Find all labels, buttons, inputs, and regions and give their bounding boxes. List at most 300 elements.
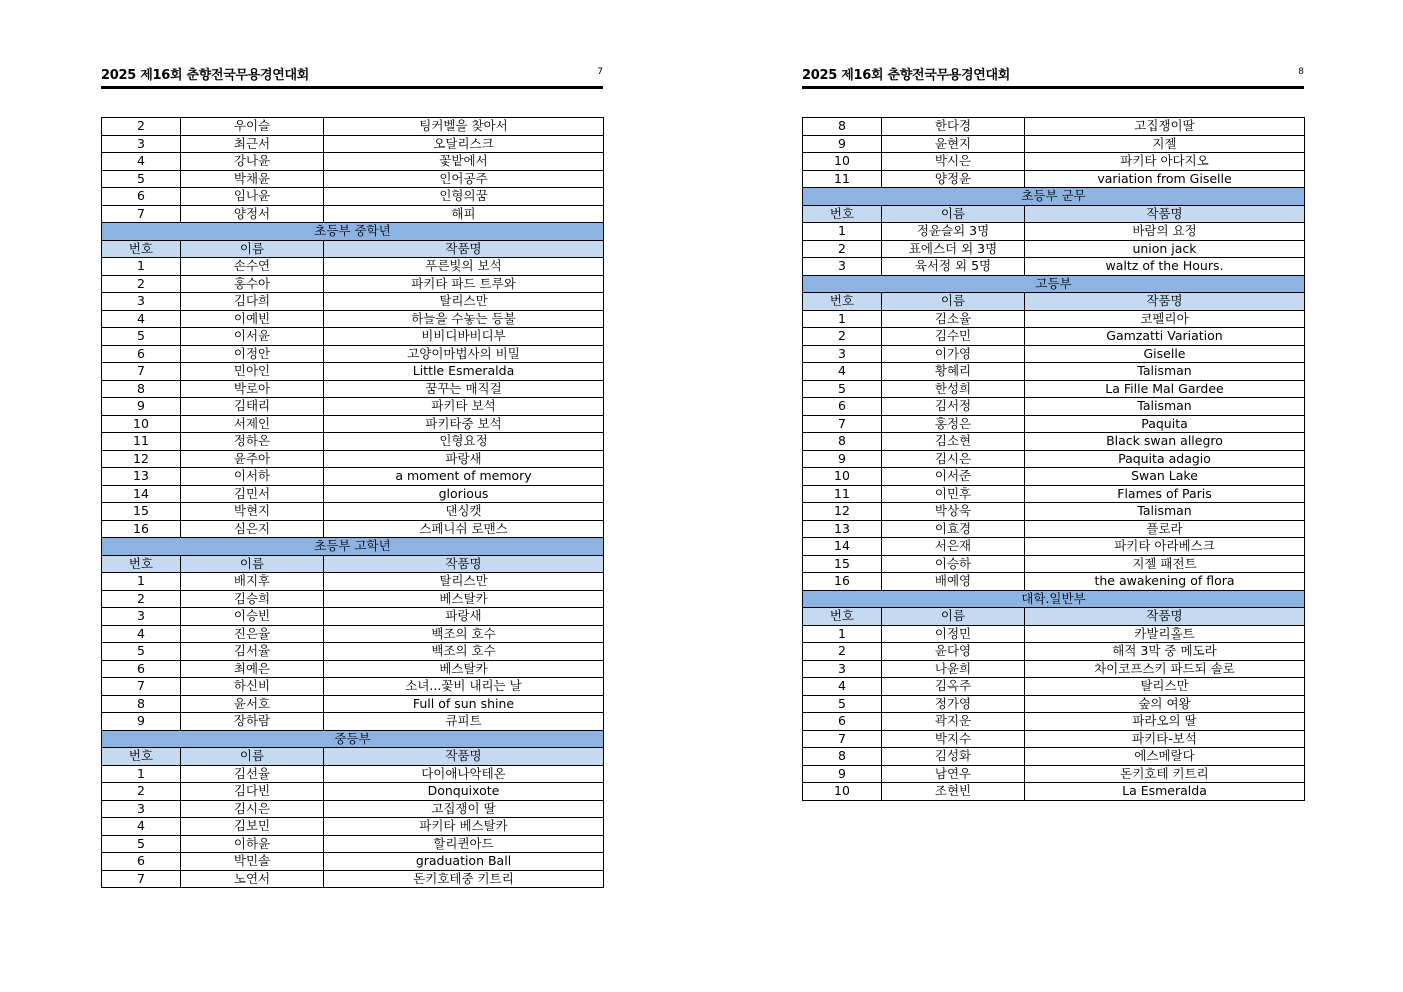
work-title-cell: 큐피트 — [324, 713, 604, 731]
table-row — [102, 520, 604, 538]
column-header-row — [102, 748, 604, 766]
work-title-cell: 꿈꾸는 매직걸 — [324, 380, 604, 398]
name-cell: 김보민 — [181, 818, 324, 836]
name-cell: 이효경 — [882, 520, 1025, 538]
work-title-cell: Little Esmeralda — [324, 363, 604, 381]
page-number: 7 — [597, 67, 603, 77]
number-cell: 6 — [102, 660, 181, 678]
table-row — [803, 328, 1305, 346]
number-cell: 5 — [102, 170, 181, 188]
work-title-cell: Paquita adagio — [1025, 450, 1305, 468]
work-title-cell: graduation Ball — [324, 853, 604, 871]
work-title-cell: 인어공주 — [324, 170, 604, 188]
column-header: 이름 — [882, 608, 1025, 626]
number-cell: 3 — [102, 135, 181, 153]
column-header-row — [803, 293, 1305, 311]
entries-table — [802, 117, 1305, 801]
table-row — [803, 310, 1305, 328]
work-title-cell: 파랑새 — [324, 450, 604, 468]
number-cell: 4 — [102, 153, 181, 171]
work-title-cell: 고양이마법사의 비밀 — [324, 345, 604, 363]
work-title-cell: 파키타중 보석 — [324, 415, 604, 433]
header-title: 2025 제16회 춘향전국무용경연대회 — [101, 68, 310, 83]
name-cell: 이민후 — [882, 485, 1025, 503]
table-row — [803, 678, 1305, 696]
table-row — [102, 765, 604, 783]
work-title-cell: Gamzatti Variation — [1025, 328, 1305, 346]
name-cell: 양정윤 — [882, 170, 1025, 188]
number-cell: 11 — [803, 170, 882, 188]
name-cell: 나윤희 — [882, 660, 1025, 678]
column-header: 작품명 — [1025, 608, 1305, 626]
name-cell: 남연우 — [882, 765, 1025, 783]
table-row — [803, 240, 1305, 258]
name-cell: 김민서 — [181, 485, 324, 503]
number-cell: 8 — [102, 380, 181, 398]
table-row — [102, 380, 604, 398]
work-title-cell: 돈키호테중 키트리 — [324, 870, 604, 888]
number-cell: 12 — [102, 450, 181, 468]
number-cell: 5 — [102, 835, 181, 853]
column-header: 이름 — [882, 205, 1025, 223]
header-title: 2025 제16회 춘향전국무용경연대회 — [802, 68, 1011, 83]
name-cell: 박시은 — [882, 153, 1025, 171]
name-cell: 이정민 — [882, 625, 1025, 643]
number-cell: 14 — [803, 538, 882, 556]
number-cell: 8 — [803, 748, 882, 766]
number-cell: 3 — [102, 608, 181, 626]
name-cell: 임나윤 — [181, 188, 324, 206]
table-row — [102, 205, 604, 223]
name-cell: 박민솔 — [181, 853, 324, 871]
number-cell: 10 — [803, 153, 882, 171]
work-title-cell: 꽃밭에서 — [324, 153, 604, 171]
name-cell: 윤주아 — [181, 450, 324, 468]
number-cell: 11 — [803, 485, 882, 503]
table-row — [803, 468, 1305, 486]
number-cell: 3 — [803, 258, 882, 276]
table-row — [102, 118, 604, 136]
number-cell: 5 — [803, 695, 882, 713]
table-row — [102, 503, 604, 521]
name-cell: 배예영 — [882, 573, 1025, 591]
number-cell: 8 — [102, 695, 181, 713]
work-title-cell: 돈키호테 키트리 — [1025, 765, 1305, 783]
table-row — [102, 363, 604, 381]
number-cell: 1 — [102, 258, 181, 276]
name-cell: 서은재 — [882, 538, 1025, 556]
name-cell: 박상욱 — [882, 503, 1025, 521]
table-row — [803, 170, 1305, 188]
table-row — [803, 415, 1305, 433]
number-cell: 5 — [102, 643, 181, 661]
table-row — [102, 590, 604, 608]
page-number: 8 — [1298, 67, 1304, 77]
table-row — [803, 765, 1305, 783]
table-row — [102, 573, 604, 591]
page-header — [101, 62, 603, 84]
work-title-cell: 파키타 파드 트루와 — [324, 275, 604, 293]
name-cell: 윤현지 — [882, 135, 1025, 153]
name-cell: 김승희 — [181, 590, 324, 608]
number-cell: 6 — [102, 345, 181, 363]
number-cell: 6 — [102, 188, 181, 206]
number-cell: 2 — [102, 275, 181, 293]
number-cell: 3 — [803, 660, 882, 678]
column-header: 번호 — [102, 555, 181, 573]
work-title-cell: 베스탈카 — [324, 660, 604, 678]
name-cell: 서제인 — [181, 415, 324, 433]
table-row — [102, 853, 604, 871]
work-title-cell: 백조의 호수 — [324, 643, 604, 661]
name-cell: 이승빈 — [181, 608, 324, 626]
work-title-cell: 코펠리아 — [1025, 310, 1305, 328]
name-cell: 한다경 — [882, 118, 1025, 136]
work-title-cell: waltz of the Hours. — [1025, 258, 1305, 276]
name-cell: 진은율 — [181, 625, 324, 643]
column-header: 작품명 — [324, 555, 604, 573]
name-cell: 최근서 — [181, 135, 324, 153]
name-cell: 김서정 — [882, 398, 1025, 416]
work-title-cell: Donquixote — [324, 783, 604, 801]
work-title-cell: 인형의꿈 — [324, 188, 604, 206]
number-cell: 4 — [803, 678, 882, 696]
table-row — [803, 223, 1305, 241]
name-cell: 우이슬 — [181, 118, 324, 136]
number-cell: 4 — [102, 310, 181, 328]
section-header-row — [803, 275, 1305, 293]
work-title-cell: Paquita — [1025, 415, 1305, 433]
work-title-cell: union jack — [1025, 240, 1305, 258]
table-row — [102, 310, 604, 328]
work-title-cell: 파라오의 딸 — [1025, 713, 1305, 731]
name-cell: 최예은 — [181, 660, 324, 678]
name-cell: 김시은 — [181, 800, 324, 818]
number-cell: 7 — [102, 870, 181, 888]
name-cell: 윤서호 — [181, 695, 324, 713]
name-cell: 박현지 — [181, 503, 324, 521]
work-title-cell: a moment of memory — [324, 468, 604, 486]
table-row — [102, 713, 604, 731]
name-cell: 육서정 외 5명 — [882, 258, 1025, 276]
number-cell: 4 — [102, 818, 181, 836]
name-cell: 김다빈 — [181, 783, 324, 801]
name-cell: 김다희 — [181, 293, 324, 311]
number-cell: 5 — [803, 380, 882, 398]
work-title-cell: 댄싱캣 — [324, 503, 604, 521]
work-title-cell: 지젤 패전트 — [1025, 555, 1305, 573]
table-row — [803, 345, 1305, 363]
work-title-cell: 파키타-보석 — [1025, 730, 1305, 748]
work-title-cell: La Fille Mal Gardee — [1025, 380, 1305, 398]
table-row — [803, 625, 1305, 643]
number-cell: 5 — [102, 328, 181, 346]
table-row — [102, 818, 604, 836]
table-row — [102, 835, 604, 853]
name-cell: 노연서 — [181, 870, 324, 888]
name-cell: 조현빈 — [882, 783, 1025, 801]
table-row — [803, 503, 1305, 521]
table-row — [102, 415, 604, 433]
number-cell: 13 — [102, 468, 181, 486]
section-header-row — [803, 590, 1305, 608]
column-header: 작품명 — [1025, 293, 1305, 311]
number-cell: 7 — [803, 730, 882, 748]
work-title-cell: 백조의 호수 — [324, 625, 604, 643]
work-title-cell: 탈리스만 — [324, 573, 604, 591]
section-header-row — [803, 188, 1305, 206]
number-cell: 15 — [803, 555, 882, 573]
table-row — [102, 608, 604, 626]
work-title-cell: 탈리스만 — [1025, 678, 1305, 696]
name-cell: 이정안 — [181, 345, 324, 363]
name-cell: 김선율 — [181, 765, 324, 783]
table-row — [803, 380, 1305, 398]
work-title-cell: 할리퀸아드 — [324, 835, 604, 853]
section-title: 초등부 군무 — [803, 188, 1305, 206]
work-title-cell: 다이애나악테온 — [324, 765, 604, 783]
table-row — [102, 643, 604, 661]
name-cell: 정윤슬외 3명 — [882, 223, 1025, 241]
number-cell: 7 — [803, 415, 882, 433]
table-row — [102, 170, 604, 188]
table-row — [102, 800, 604, 818]
work-title-cell: Talisman — [1025, 398, 1305, 416]
name-cell: 이서윤 — [181, 328, 324, 346]
table-row — [803, 398, 1305, 416]
entries-table — [101, 117, 604, 888]
number-cell: 3 — [803, 345, 882, 363]
name-cell: 양정서 — [181, 205, 324, 223]
work-title-cell: 숲의 여왕 — [1025, 695, 1305, 713]
table-row — [803, 538, 1305, 556]
number-cell: 6 — [102, 853, 181, 871]
table-row — [803, 485, 1305, 503]
table-row — [102, 783, 604, 801]
table-row — [102, 678, 604, 696]
work-title-cell: 소녀...꽃비 내리는 날 — [324, 678, 604, 696]
number-cell: 9 — [102, 398, 181, 416]
number-cell: 10 — [803, 468, 882, 486]
number-cell: 2 — [803, 240, 882, 258]
column-header: 번호 — [803, 608, 882, 626]
table-row — [803, 520, 1305, 538]
number-cell: 4 — [102, 625, 181, 643]
table-row — [102, 328, 604, 346]
number-cell: 14 — [102, 485, 181, 503]
work-title-cell: Talisman — [1025, 363, 1305, 381]
number-cell: 10 — [102, 415, 181, 433]
column-header: 번호 — [102, 748, 181, 766]
name-cell: 이서하 — [181, 468, 324, 486]
table-row — [803, 450, 1305, 468]
name-cell: 이하윤 — [181, 835, 324, 853]
table-row — [803, 153, 1305, 171]
table-row — [102, 660, 604, 678]
section-header-row — [102, 223, 604, 241]
number-cell: 4 — [803, 363, 882, 381]
name-cell: 김태리 — [181, 398, 324, 416]
work-title-cell: glorious — [324, 485, 604, 503]
table-row — [102, 625, 604, 643]
number-cell: 3 — [102, 293, 181, 311]
name-cell: 김수민 — [882, 328, 1025, 346]
work-title-cell: variation from Giselle — [1025, 170, 1305, 188]
header-rule — [101, 86, 603, 89]
table-row — [803, 573, 1305, 591]
table-row — [102, 188, 604, 206]
column-header: 이름 — [882, 293, 1025, 311]
column-header: 번호 — [803, 293, 882, 311]
name-cell: 강나윤 — [181, 153, 324, 171]
name-cell: 이가영 — [882, 345, 1025, 363]
column-header: 작품명 — [1025, 205, 1305, 223]
work-title-cell: 팅커벨을 찾아서 — [324, 118, 604, 136]
work-title-cell: Black swan allegro — [1025, 433, 1305, 451]
work-title-cell: 차이코프스키 파드되 솔로 — [1025, 660, 1305, 678]
table-row — [102, 468, 604, 486]
name-cell: 김시은 — [882, 450, 1025, 468]
name-cell: 홍수아 — [181, 275, 324, 293]
column-header-row — [102, 555, 604, 573]
work-title-cell: 파키타 아다지오 — [1025, 153, 1305, 171]
name-cell: 홍정은 — [882, 415, 1025, 433]
number-cell: 1 — [102, 765, 181, 783]
work-title-cell: 하늘을 수놓는 등불 — [324, 310, 604, 328]
table-row — [803, 258, 1305, 276]
table-row — [102, 695, 604, 713]
name-cell: 박채윤 — [181, 170, 324, 188]
number-cell: 8 — [803, 433, 882, 451]
work-title-cell: 지젤 — [1025, 135, 1305, 153]
work-title-cell: 비비디바비디부 — [324, 328, 604, 346]
work-title-cell: 인형요정 — [324, 433, 604, 451]
number-cell: 2 — [102, 590, 181, 608]
name-cell: 김서율 — [181, 643, 324, 661]
work-title-cell: 파키타 아라베스크 — [1025, 538, 1305, 556]
number-cell: 2 — [102, 118, 181, 136]
number-cell: 3 — [102, 800, 181, 818]
column-header-row — [803, 608, 1305, 626]
table-row — [803, 555, 1305, 573]
name-cell: 민아인 — [181, 363, 324, 381]
name-cell: 장하람 — [181, 713, 324, 731]
work-title-cell: 파키타 보석 — [324, 398, 604, 416]
number-cell: 7 — [102, 678, 181, 696]
work-title-cell: Flames of Paris — [1025, 485, 1305, 503]
table-row — [803, 660, 1305, 678]
column-header-row — [803, 205, 1305, 223]
table-row — [102, 485, 604, 503]
number-cell: 13 — [803, 520, 882, 538]
name-cell: 곽지운 — [882, 713, 1025, 731]
number-cell: 9 — [803, 450, 882, 468]
number-cell: 16 — [102, 520, 181, 538]
work-title-cell: 카발리홀트 — [1025, 625, 1305, 643]
number-cell: 12 — [803, 503, 882, 521]
number-cell: 1 — [102, 573, 181, 591]
section-title: 중등부 — [102, 730, 604, 748]
table-row — [803, 783, 1305, 801]
section-title: 초등부 고학년 — [102, 538, 604, 556]
name-cell: 한성희 — [882, 380, 1025, 398]
name-cell: 김소율 — [882, 310, 1025, 328]
number-cell: 11 — [102, 433, 181, 451]
name-cell: 김소현 — [882, 433, 1025, 451]
table-row — [102, 275, 604, 293]
number-cell: 1 — [803, 625, 882, 643]
column-header: 이름 — [181, 240, 324, 258]
work-title-cell: 스페니쉬 로맨스 — [324, 520, 604, 538]
name-cell: 표에스더 외 3명 — [882, 240, 1025, 258]
work-title-cell: La Esmeralda — [1025, 783, 1305, 801]
number-cell: 15 — [102, 503, 181, 521]
header-rule — [802, 86, 1304, 89]
name-cell: 정가영 — [882, 695, 1025, 713]
table-row — [803, 433, 1305, 451]
page-header — [802, 62, 1304, 84]
work-title-cell: 파키타 베스탈카 — [324, 818, 604, 836]
work-title-cell: 플로라 — [1025, 520, 1305, 538]
name-cell: 이서준 — [882, 468, 1025, 486]
table-row — [102, 398, 604, 416]
number-cell: 1 — [803, 310, 882, 328]
work-title-cell: 베스탈카 — [324, 590, 604, 608]
section-title: 대학.일반부 — [803, 590, 1305, 608]
table-row — [102, 870, 604, 888]
work-title-cell: 고집쟁이 딸 — [324, 800, 604, 818]
name-cell: 윤다영 — [882, 643, 1025, 661]
work-title-cell: 푸른빛의 보석 — [324, 258, 604, 276]
table-row — [102, 293, 604, 311]
number-cell: 9 — [803, 135, 882, 153]
number-cell: 10 — [803, 783, 882, 801]
column-header: 작품명 — [324, 240, 604, 258]
work-title-cell: 에스메랄다 — [1025, 748, 1305, 766]
number-cell: 16 — [803, 573, 882, 591]
table-row — [803, 643, 1305, 661]
number-cell: 2 — [803, 643, 882, 661]
number-cell: 2 — [102, 783, 181, 801]
work-title-cell: 파랑새 — [324, 608, 604, 626]
section-title: 고등부 — [803, 275, 1305, 293]
work-title-cell: the awakening of flora — [1025, 573, 1305, 591]
table-row — [803, 363, 1305, 381]
work-title-cell: 탈리스만 — [324, 293, 604, 311]
number-cell: 2 — [803, 328, 882, 346]
work-title-cell: 해적 3막 중 메도라 — [1025, 643, 1305, 661]
table-row — [102, 153, 604, 171]
table-row — [803, 135, 1305, 153]
column-header: 번호 — [102, 240, 181, 258]
column-header: 작품명 — [324, 748, 604, 766]
name-cell: 이예빈 — [181, 310, 324, 328]
table-row — [102, 450, 604, 468]
work-title-cell: 바람의 요정 — [1025, 223, 1305, 241]
name-cell: 하신비 — [181, 678, 324, 696]
table-row — [803, 713, 1305, 731]
work-title-cell: 고집쟁이딸 — [1025, 118, 1305, 136]
name-cell: 박로아 — [181, 380, 324, 398]
work-title-cell: 오달리스크 — [324, 135, 604, 153]
table-row — [803, 748, 1305, 766]
table-row — [102, 345, 604, 363]
name-cell: 박지수 — [882, 730, 1025, 748]
number-cell: 9 — [803, 765, 882, 783]
section-header-row — [102, 730, 604, 748]
table-row — [803, 730, 1305, 748]
name-cell: 손수연 — [181, 258, 324, 276]
